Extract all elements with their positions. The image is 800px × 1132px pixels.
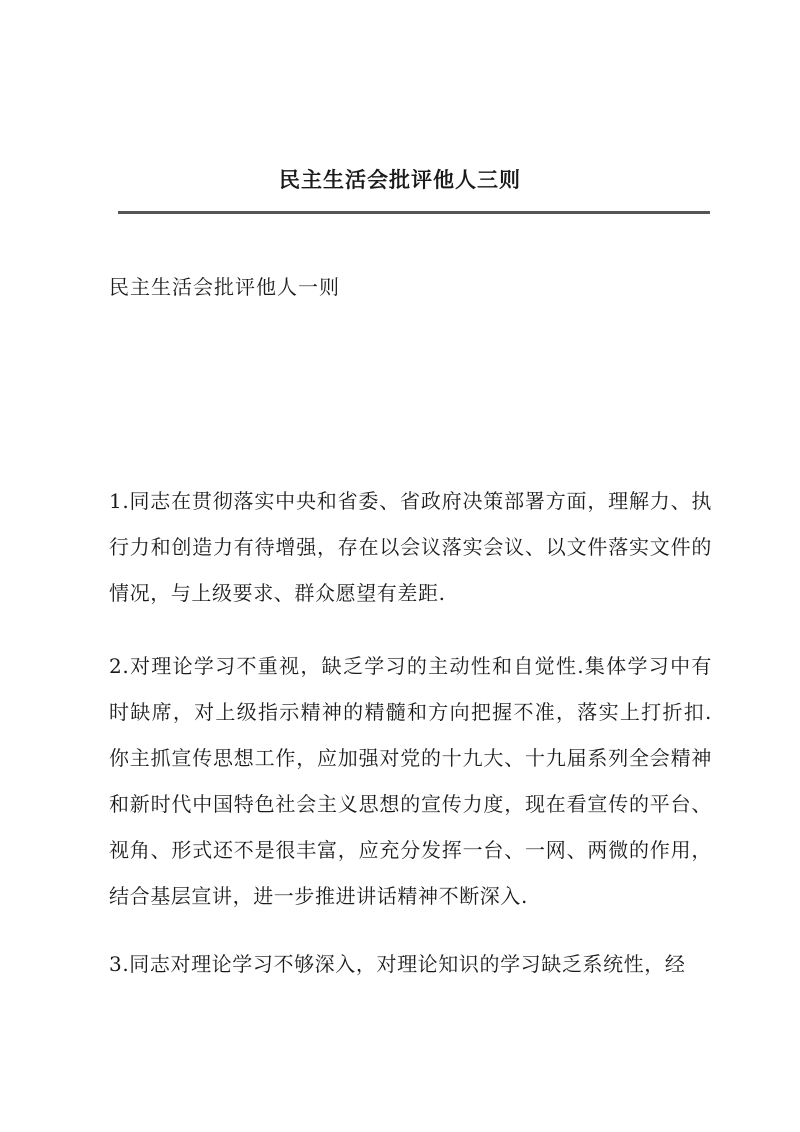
paragraph-1: 1.同志在贯彻落实中央和省委、省政府决策部署方面，理解力、执行力和创造力有待增强，存在以会议落实会议、以文件落实文件的情况，与上级要求、群众愿望有差距. (109, 489, 712, 605)
title-underline (118, 211, 710, 214)
document-title: 民主生活会批评他人三则 (279, 167, 521, 192)
paragraph-3: 3.同志对理论学习不够深入，对理论知识的学习缺乏系统性，经 (109, 952, 686, 976)
paragraph-2: 2.对理论学习不重视，缺乏学习的主动性和自觉性.集体学习中有时缺席，对上级指示精神的精髓和方向把握不准，落实上打折扣.你主抓宣传思想工作，应加强对党的十九大、十九届系列全会精神和新时代中国特色社会主义思想的宣传力度，现在看宣传的平台、视角、形式还不是很丰富，应充分发挥一台、一网、两微的作用，结合基层宣讲，进一步推进讲话精神不断深入. (109, 654, 712, 908)
section-heading: 民主生活会批评他人一则 (109, 275, 340, 299)
